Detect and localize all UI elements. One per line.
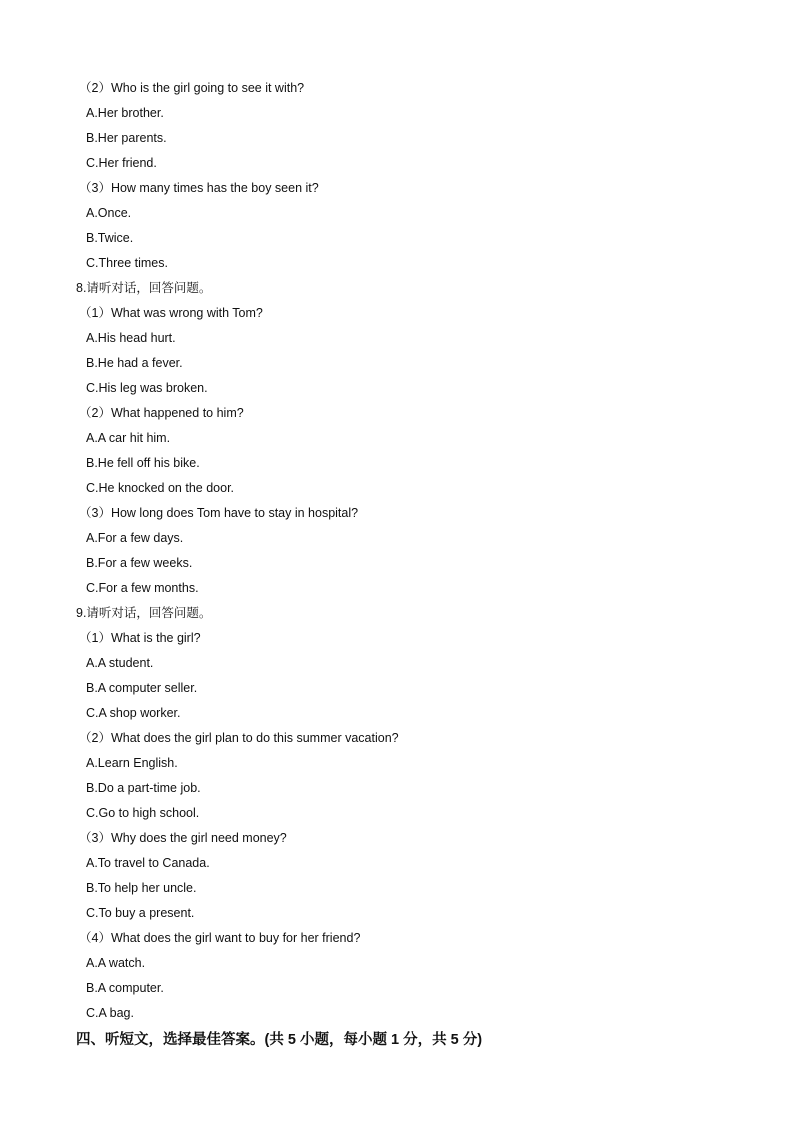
answer-option: B.He had a fever. [86, 356, 183, 370]
document-content [76, 76, 736, 1053]
question-group-heading: 8.请听对话，回答问题。 [76, 281, 212, 295]
answer-option: B.Her parents. [86, 131, 167, 145]
answer-option: B.For a few weeks. [86, 556, 193, 570]
question-list [76, 76, 736, 1026]
question-text: （2）What happened to him? [79, 406, 244, 420]
answer-option: C.A bag. [86, 1006, 134, 1020]
answer-option: A.A car hit him. [86, 431, 171, 445]
answer-option: A.A watch. [86, 956, 146, 970]
answer-option: A.Once. [86, 206, 132, 220]
question-text: （3）How long does Tom have to stay in hospital? [79, 506, 359, 520]
question-text: （2）What does the girl plan to do this summer vacation? [79, 731, 399, 745]
question-text: （1）What is the girl? [79, 631, 201, 645]
answer-option: C.To buy a present. [86, 906, 195, 920]
answer-option: C.Go to high school. [86, 806, 200, 820]
answer-option: A.Learn English. [86, 756, 178, 770]
question-text: （1）What was wrong with Tom? [79, 306, 263, 320]
question-group-heading: 9.请听对话，回答问题。 [76, 606, 212, 620]
question-text: （3）How many times has the boy seen it? [79, 181, 319, 195]
answer-option: C.A shop worker. [86, 706, 181, 720]
answer-option: B.To help her uncle. [86, 881, 197, 895]
answer-option: B.Twice. [86, 231, 134, 245]
answer-option: A.His head hurt. [86, 331, 176, 345]
section-heading: 四、听短文，选择最佳答案。(共 5 小题，每小题 1 分，共 5 分) [76, 1032, 483, 1048]
answer-option: B.Do a part-time job. [86, 781, 201, 795]
answer-option: C.He knocked on the door. [86, 481, 235, 495]
answer-option: A.Her brother. [86, 106, 164, 120]
question-text: （2）Who is the girl going to see it with? [79, 81, 305, 95]
answer-option: A.To travel to Canada. [86, 856, 210, 870]
answer-option: C.Her friend. [86, 156, 157, 170]
answer-option: A.For a few days. [86, 531, 184, 545]
answer-option: B.He fell off his bike. [86, 456, 200, 470]
answer-option: B.A computer. [86, 981, 164, 995]
answer-option: A.A student. [86, 656, 154, 670]
answer-option: C.For a few months. [86, 581, 199, 595]
answer-option: C.Three times. [86, 256, 168, 270]
question-text: （4）What does the girl want to buy for her friend? [79, 931, 361, 945]
answer-option: C.His leg was broken. [86, 381, 208, 395]
answer-option: B.A computer seller. [86, 681, 198, 695]
question-text: （3）Why does the girl need money? [79, 831, 287, 845]
